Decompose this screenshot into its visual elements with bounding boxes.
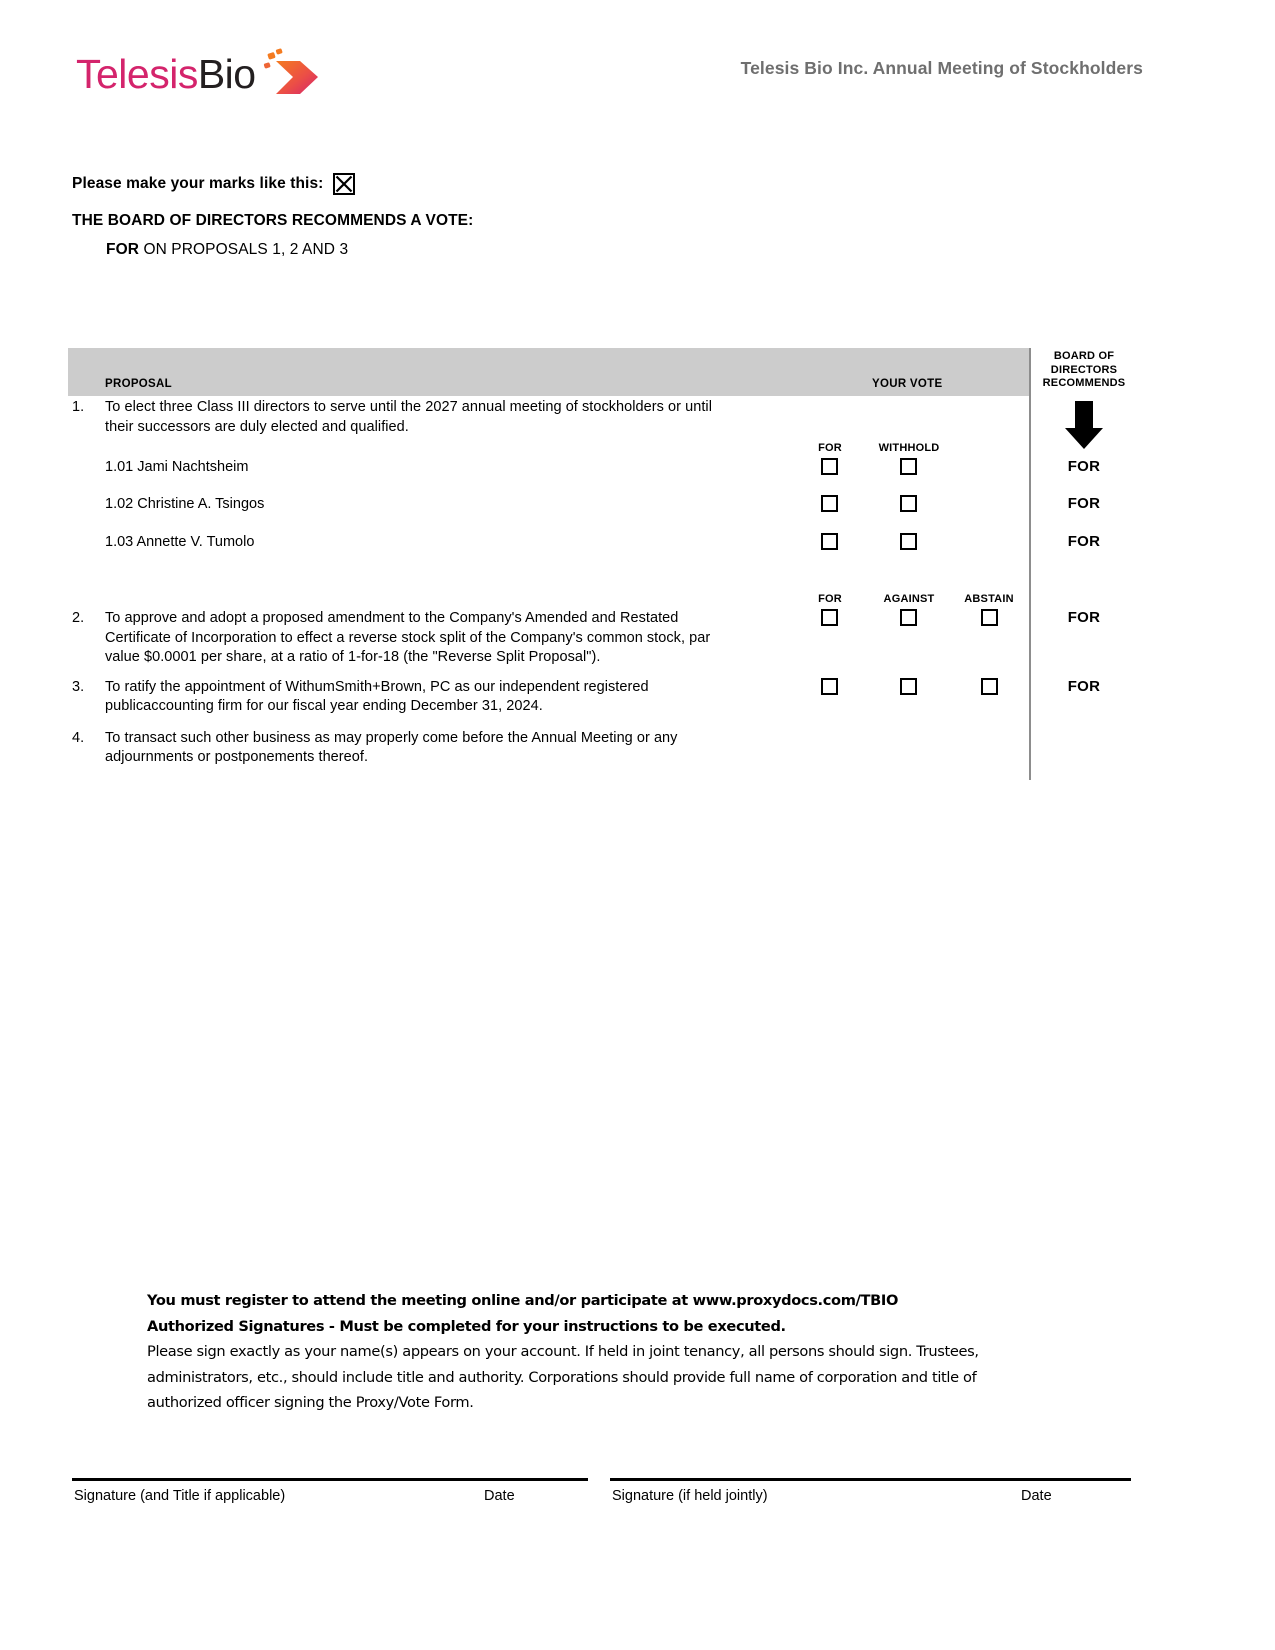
- recommendation-proposal-2: FOR: [1067, 609, 1101, 626]
- signature-label-left: Signature (and Title if applicable): [74, 1488, 286, 1504]
- checkbox-proposal-2-for[interactable]: [821, 609, 838, 626]
- for-proposals-line: [106, 241, 872, 259]
- proposal-3-text-line-2: publicaccounting firm for our fiscal year ending December 31, 2024.: [105, 698, 543, 714]
- proposal-4-text-line-1: To transact such other business as may properly come before the Annual Meeting or any: [105, 730, 678, 746]
- signature-date-label-left: Date: [484, 1488, 515, 1504]
- vote-column-label-for-directors: FOR: [818, 442, 842, 454]
- signature-line-left[interactable]: [72, 1478, 588, 1481]
- marks-instruction-line: [72, 172, 872, 196]
- nominee-1-01-label: 1.01 Jami Nachtsheim: [105, 459, 249, 475]
- chevron-arrow-mark-icon: [262, 45, 324, 107]
- register-line: You must register to attend the meeting online and/or participate at www.proxydocs.com/TBIO: [147, 1292, 899, 1309]
- proposal-2-text-line-3: value $0.0001 per share, at a ratio of 1-for-18 (the "Reverse Split Proposal").: [105, 649, 601, 665]
- checkbox-proposal-3-against[interactable]: [900, 678, 917, 695]
- logo-text-bio: Bio: [197, 50, 256, 97]
- for-emphasis: FOR: [106, 241, 140, 258]
- proposal-1-number: 1.: [72, 399, 85, 415]
- proposal-2-number: 2.: [72, 610, 85, 626]
- recommendation-nominee-1-01: FOR: [1067, 458, 1101, 475]
- column-header-your-vote: YOUR VOTE: [872, 378, 943, 390]
- page-title: Telesis Bio Inc. Annual Meeting of Stockholders: [740, 58, 1143, 78]
- authorized-signatures-line: Authorized Signatures - Must be completed for your instructions to be executed.: [147, 1317, 786, 1335]
- checkbox-nominee-1-01-for[interactable]: [821, 458, 838, 475]
- signature-line-right[interactable]: [610, 1478, 1131, 1481]
- checkbox-nominee-1-03-withhold[interactable]: [900, 533, 917, 550]
- proposal-3-number: 3.: [72, 679, 85, 695]
- recommendation-nominee-1-02: FOR: [1067, 495, 1101, 512]
- column-header-board-recommends: [1036, 350, 1132, 391]
- signature-date-label-right: Date: [1021, 1488, 1052, 1504]
- proposal-3-text-line-1: To ratify the appointment of WithumSmith+Brown, PC as our independent registered: [105, 679, 649, 695]
- column-divider: [1029, 348, 1031, 780]
- vote-column-label-against: AGAINST: [883, 593, 935, 605]
- proposal-4-text-line-2: adjournments or postponements thereof.: [105, 749, 369, 765]
- telesis-bio-logo: [76, 44, 324, 104]
- page-header: [0, 0, 1275, 130]
- checkbox-nominee-1-02-withhold[interactable]: [900, 495, 917, 512]
- down-arrow-icon: [1065, 401, 1103, 449]
- column-header-proposal: PROPOSAL: [105, 378, 172, 390]
- proposal-4-number: 4.: [72, 730, 85, 746]
- logo-wordmark: [76, 50, 256, 97]
- recommendation-nominee-1-03: FOR: [1067, 533, 1101, 550]
- recommendation-proposal-3: FOR: [1067, 678, 1101, 695]
- checkbox-proposal-3-abstain[interactable]: [981, 678, 998, 695]
- vote-column-label-abstain: ABSTAIN: [964, 593, 1014, 605]
- nominee-1-02-label: 1.02 Christine A. Tsingos: [105, 496, 265, 512]
- signature-label-right: Signature (if held jointly): [612, 1488, 768, 1504]
- vote-column-label-for: FOR: [818, 593, 842, 605]
- example-marked-checkbox-icon: [333, 173, 355, 195]
- proposal-2-text-line-2: Certificate of Incorporation to effect a reverse stock split of the Company's common stock, par: [105, 630, 711, 646]
- checkbox-proposal-2-against[interactable]: [900, 609, 917, 626]
- instructions-block: [72, 172, 872, 259]
- checkbox-nominee-1-01-withhold[interactable]: [900, 458, 917, 475]
- proposal-2-text-line-1: To approve and adopt a proposed amendment to the Company's Amended and Restated: [105, 610, 679, 626]
- signature-instructions-paragraph: Please sign exactly as your name(s) appears on your account. If held in joint tenancy, all persons should sign. Trustees, administrators, etc., should include title and authority. Corporations should provide full name of corporation and title of authorized officer signing the Proxy/Vote Form.: [147, 1343, 979, 1411]
- logo-text-telesis: Telesis: [76, 50, 198, 97]
- proposal-1-text-line-2: their successors are duly elected and qualified.: [105, 419, 409, 435]
- proposal-1-text-line-1: To elect three Class III directors to serve until the 2027 annual meeting of stockholders or until: [105, 399, 712, 415]
- checkbox-nominee-1-03-for[interactable]: [821, 533, 838, 550]
- marks-instruction-label: Please make your marks like this:: [72, 175, 324, 192]
- for-proposals-rest: ON PROPOSALS 1, 2 AND 3: [139, 241, 349, 258]
- board-recommends-line-2: DIRECTORS: [1050, 363, 1118, 376]
- checkbox-proposal-2-abstain[interactable]: [981, 609, 998, 626]
- vote-column-label-withhold-directors: WITHHOLD: [878, 442, 940, 454]
- board-recommends-line-1: BOARD OF: [1053, 350, 1115, 362]
- signature-area: [0, 1478, 1275, 1538]
- checkbox-nominee-1-02-for[interactable]: [821, 495, 838, 512]
- board-recommends-line-3: RECOMMENDS: [1042, 377, 1126, 389]
- footer-instructions: [147, 1288, 1047, 1416]
- board-recommendation-heading: THE BOARD OF DIRECTORS RECOMMENDS A VOTE:: [72, 212, 474, 229]
- nominee-1-03-label: 1.03 Annette V. Tumolo: [105, 534, 255, 550]
- checkbox-proposal-3-for[interactable]: [821, 678, 838, 695]
